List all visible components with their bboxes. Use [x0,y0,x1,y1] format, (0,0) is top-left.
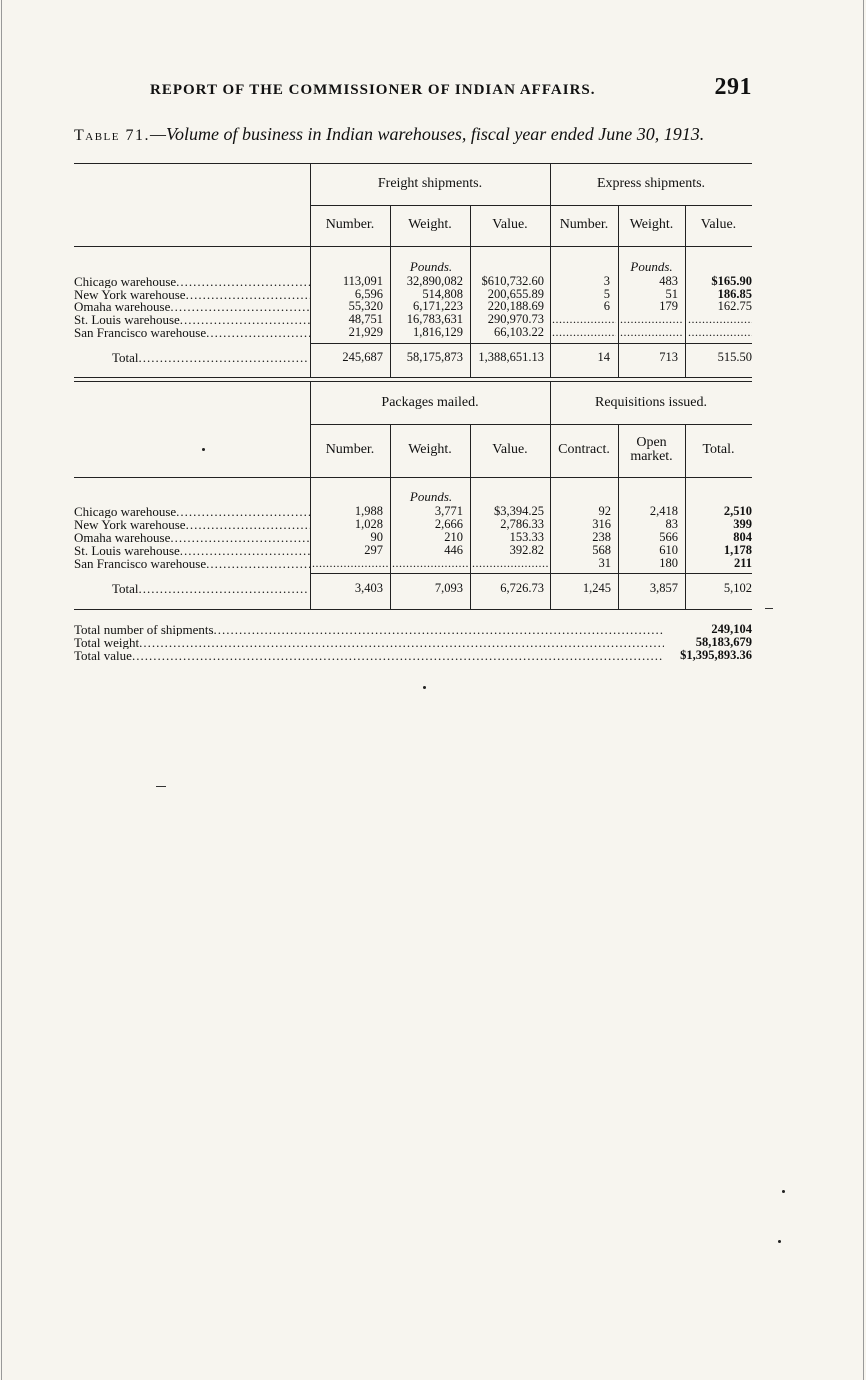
table1-bottom-rule [74,377,752,378]
empty-cell-dots [472,557,548,570]
cell-freight-weight: 32,890,082 [406,274,463,288]
cell-requisitions-open-market: 180 [659,556,678,570]
col-packages-number: Number. [325,442,375,457]
table1-header-rule [74,246,752,247]
page-edge-right [863,0,864,1380]
page-edge-left [1,0,2,1380]
row-label: St. Louis warehouse ..... [74,313,310,326]
cell-packages-number: 297 [364,543,383,557]
cell-freight-number: 21,929 [348,325,383,339]
empty-cell-dots [688,326,752,339]
total-express-value: 515.50 [717,350,752,364]
table-caption-title: —Volume of business in Indian warehouses, fiscal year ended June 30, 1913. [150,124,705,144]
empty-cell-dots [688,313,752,326]
group-packages-mailed: Packages mailed. [381,395,479,410]
running-title: REPORT OF THE COMMISSIONER OF INDIAN AFFAIRS. [150,82,596,98]
table1-vline [310,163,311,377]
cell-packages-number: 90 [370,530,383,544]
col-freight-value: Value. [492,217,528,232]
cell-express-weight: 51 [665,287,678,301]
group-freight-shipments: Freight shipments. [377,176,483,191]
table-caption-label: Table 71. [74,127,150,144]
cell-requisitions-contract: 92 [598,504,611,518]
empty-cell-dots [312,557,388,570]
table1-group-rule [310,205,752,206]
col-express-value: Value. [700,217,737,232]
cell-packages-value: 392.82 [509,543,544,557]
table2-header-rule [74,477,752,478]
cell-requisitions-contract: 316 [592,517,611,531]
total-label: Total ..... [112,581,308,597]
empty-cell-dots [620,313,683,326]
table2-vline [550,382,551,609]
cell-express-number: 6 [603,299,610,313]
cell-packages-value: 153.33 [509,530,544,544]
cell-express-weight: 483 [659,274,678,288]
col-open-line1: Open [636,435,667,450]
table1-vline [550,163,551,377]
summary-label: Total weight ..... [74,636,664,649]
cell-requisitions-open-market: 83 [665,517,678,531]
cell-packages-weight: 2,666 [434,517,463,531]
table1-total-rule [310,343,752,344]
empty-cell-dots [552,313,616,326]
total-freight-number: 245,687 [342,350,383,364]
summary-label: Total number of shipments ..... [74,623,664,636]
total-requisitions-open-market: 3,857 [649,581,678,595]
col-express-weight: Weight. [629,217,674,232]
scan-speck [202,448,205,451]
unit-express-weight: Pounds. [630,259,673,274]
cell-requisitions-open-market: 566 [659,530,678,544]
total-express-weight: 713 [659,350,678,364]
cell-packages-value: $3,394.25 [494,504,544,518]
cell-freight-number: 55,320 [348,299,383,313]
total-express-number: 14 [597,350,610,364]
cell-packages-value: 2,786.33 [500,517,544,531]
scan-speck [778,1240,781,1243]
cell-packages-weight: 446 [444,543,463,557]
row-label: Chicago warehouse ..... [74,275,310,288]
group-express-shipments: Express shipments. [596,176,706,191]
cell-requisitions-contract: 238 [592,530,611,544]
col-express-number: Number. [559,217,609,232]
total-packages-value: 6,726.73 [500,581,544,595]
table2-vline [310,382,311,609]
table1-bottom-rule-double [74,381,752,382]
col-freight-weight: Weight. [408,217,452,232]
cell-freight-number: 48,751 [348,312,383,326]
cell-packages-weight: 210 [444,530,463,544]
scan-speck [782,1190,785,1193]
cell-requisitions-open-market: 2,418 [649,504,678,518]
unit-packages-weight: Pounds. [409,489,453,504]
cell-requisitions-total: 2,510 [723,504,752,518]
col-packages-weight: Weight. [408,442,452,457]
cell-express-value: 162.75 [717,299,752,313]
total-freight-value: 1,388,651.13 [478,350,544,364]
row-label: New York warehouse ..... [74,288,310,301]
scan-mark [765,608,773,609]
col-requisitions-total: Total. [702,442,735,457]
cell-freight-weight: 6,171,223 [413,299,463,313]
row-label: New York warehouse ..... [74,518,310,531]
cell-express-weight: 179 [659,299,678,313]
table2-group-rule [310,424,752,425]
page-number: 291 [714,74,752,100]
col-requisitions-contract: Contract. [558,442,610,457]
cell-freight-value: 290,970.73 [487,312,544,326]
summary-value: $1,395,893.36 [680,648,752,662]
summary-label: Total value ..... [74,649,664,662]
scan-speck [423,686,426,689]
cell-packages-number: 1,028 [354,517,383,531]
total-freight-weight: 58,175,873 [406,350,463,364]
empty-cell-dots [392,557,468,570]
row-label: St. Louis warehouse ..... [74,544,310,557]
cell-express-value: 186.85 [717,287,752,301]
cell-requisitions-total: 399 [733,517,752,531]
scan-mark [156,786,166,787]
cell-freight-weight: 1,816,129 [413,325,463,339]
empty-cell-dots [552,326,616,339]
cell-freight-value: 220,188.69 [487,299,544,313]
table-caption [74,124,754,145]
group-requisitions-issued: Requisitions issued. [594,395,707,410]
cell-freight-value: 200,655.89 [487,287,544,301]
cell-freight-value: 66,103.22 [494,325,544,339]
cell-freight-weight: 514,808 [422,287,463,301]
empty-cell-dots [620,326,683,339]
table1-top-rule [74,163,752,164]
summary-value: 58,183,679 [695,635,752,649]
cell-requisitions-total: 211 [733,556,752,570]
total-label: Total ..... [112,350,308,366]
unit-freight-weight: Pounds. [409,259,453,274]
total-requisitions-total: 5,102 [723,581,752,595]
cell-freight-value: $610,732.60 [481,274,544,288]
row-label: Omaha warehouse ..... [74,531,310,544]
cell-freight-number: 6,596 [354,287,383,301]
cell-requisitions-contract: 568 [592,543,611,557]
col-freight-number: Number. [325,217,375,232]
running-head [150,74,752,100]
cell-requisitions-contract: 31 [598,556,611,570]
cell-express-value: $165.90 [711,274,752,288]
cell-freight-number: 113,091 [342,274,383,288]
cell-packages-weight: 3,771 [434,504,463,518]
col-requisitions-open-market [618,436,685,464]
cell-freight-weight: 16,783,631 [406,312,463,326]
cell-express-number: 3 [603,274,610,288]
row-label: Omaha warehouse ..... [74,300,310,313]
table2-total-rule [310,573,752,574]
cell-express-number: 5 [603,287,610,301]
total-requisitions-contract: 1,245 [582,581,611,595]
summary-value: 249,104 [711,622,752,636]
cell-packages-number: 1,988 [354,504,383,518]
col-open-line2: market. [630,449,673,464]
table2-bottom-rule [74,609,752,610]
total-packages-number: 3,403 [354,581,383,595]
cell-requisitions-total: 1,178 [723,543,752,557]
row-label: San Francisco warehouse ..... [74,557,310,570]
row-label: San Francisco warehouse ..... [74,326,310,339]
col-packages-value: Value. [492,442,528,457]
cell-requisitions-open-market: 610 [659,543,678,557]
total-packages-weight: 7,093 [434,581,463,595]
row-label: Chicago warehouse ..... [74,505,310,518]
cell-requisitions-total: 804 [733,530,752,544]
